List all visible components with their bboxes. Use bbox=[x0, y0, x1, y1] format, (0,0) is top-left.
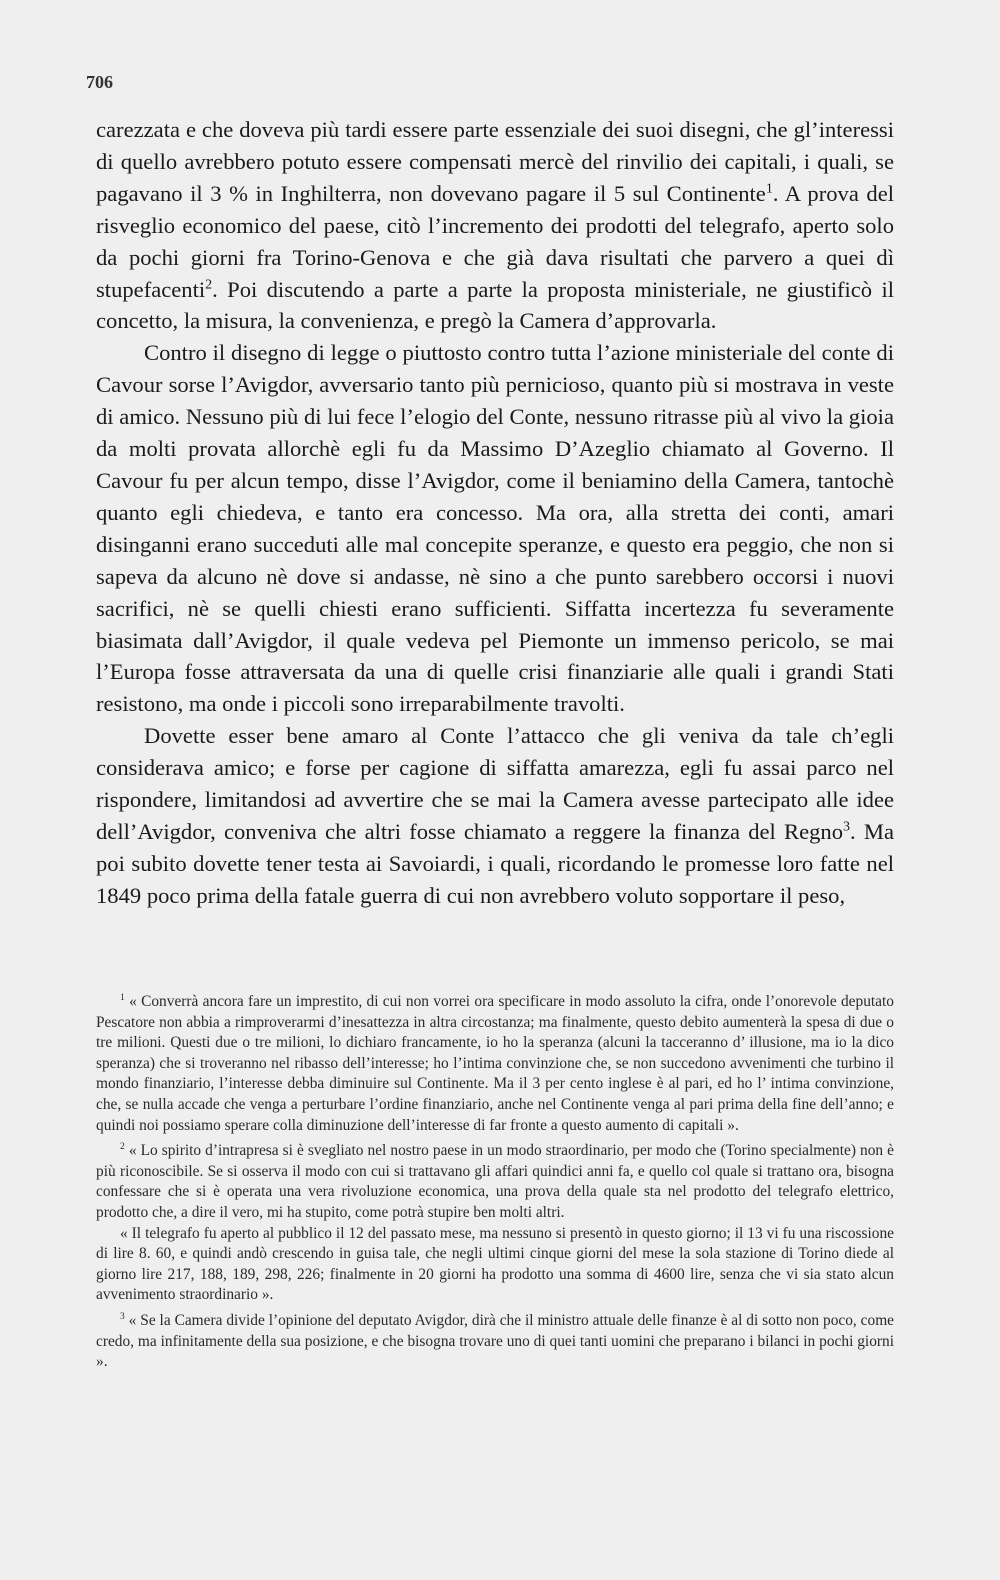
text-run: . A prova del risveglio economico del paese, citò l’incremento dei prodotti del telegrafo, aperto solo da pochi giorni fra Torino-Genova e che già dava risultati che parvero a quei dì stupefacenti bbox=[96, 180, 895, 302]
footnote bbox=[96, 1224, 894, 1306]
paragraph bbox=[96, 337, 894, 720]
footnote-marker: 1 bbox=[765, 181, 773, 197]
text-run: « Lo spirito d’intrapresa si è svegliato nel nostro paese in un modo straordinario, per modo che (Torino specialmente) non è più riconoscibile. Se si osserva il modo con cui si trattavano gli affari quindici anni fa, e quello col quale si trattano ora, bisogna confessare che si è operata una vera rivoluzione economica, una prova della quale sta nel prodotto del telegrafo elettrico, prodotto che, a dire il vero, mi ha stupito, come potrà stupire ben molti altri. bbox=[96, 1142, 894, 1221]
footnote bbox=[96, 1141, 894, 1223]
text-run: Dovette esser bene amaro al Conte l’attacco che gli veniva da tale ch’egli considerava amico; e forse per cagione di siffatta amarezza, egli fu assai parco nel rispondere, limitandosi ad avvertire che se mai la Camera avesse partecipato alle idee dell’Avigdor, conveniva che altri fosse chiamato a reggere la finanza del Regno bbox=[96, 723, 894, 844]
paragraph bbox=[96, 114, 894, 337]
footnote-marker: 2 bbox=[120, 1141, 125, 1153]
footnote bbox=[96, 992, 894, 1136]
text-run: . Poi discutendo a parte a parte la proposta ministeriale, ne giustificò il concetto, la misura, la convenienza, e pregò la Camera d’approvarla. bbox=[96, 276, 894, 334]
paragraph bbox=[96, 720, 894, 911]
footnote-marker: 3 bbox=[120, 1310, 125, 1322]
footnote-marker: 1 bbox=[120, 991, 125, 1003]
text-run: « Se la Camera divide l’opinione del deputato Avigdor, dirà che il ministro attuale delle finanze è al di sotto non poco, come credo, ma infinitamente della sua posizione, e che bisogna trovare uno di quei tanti uomini che preparano i bilanci in pochi giorni ». bbox=[96, 1311, 894, 1371]
footnote bbox=[96, 1311, 894, 1373]
footnotes bbox=[96, 992, 894, 1378]
text-run: carezzata e che doveva più tardi essere parte essenziale dei suoi disegni, che gl’interessi di quello avrebbero potuto essere compensati mercè del rinvilio dei capitali, i quali, se pagavano il 3 % in Inghilterra, non dovevano pagare il 5 sul Continente bbox=[96, 117, 894, 206]
footnote-marker: 2 bbox=[205, 277, 213, 292]
text-run: . Ma poi subito dovette tener testa ai Savoiardi, i quali, ricordando le promesse loro fatte nel 1849 poco prima della fatale guerra di cui non avrebbero voluto sopportare il peso, bbox=[96, 818, 894, 908]
page-number: 706 bbox=[86, 72, 113, 92]
footnote-marker: 3 bbox=[843, 819, 851, 835]
text-run: « Converrà ancora fare un imprestito, di cui non vorrei ora specificare in modo assoluto la cifra, onde l’onorevole deputato Pescatore non abbia a rimproverarmi d’inesattezza in altra circostanza; ma finalmente, questo debito aumenterà la spesa di due o tre milioni. Questi due o tre milioni, lo dichiaro francamente, io ho la speranza (alcuni la tacceranno d’ illusione, ma io la dico speranza) che si troveranno nel ribasso dell’interesse; ho l’intima convinzione che, se non succedono avvenimenti che turbino il mondo finanziario, l’interesse debba diminuire sul Continente. Ma il 3 per cento inglese è al pari, ed ho l’ intima convinzione, che, se nulla accade che venga a perturbare l’ordine finanziario, anche nel Continente venga al pari prima della fine dell’anno; e quindi noi possiamo sperare colla diminuzione dell’interesse di far fronte a questo aumento di capitali ». bbox=[96, 993, 894, 1134]
text-run: « Il telegrafo fu aperto al pubblico il 12 del passato mese, ma nessuno si presentò in questo giorno; il 13 vi fu una riscossione di lire 8. 60, e quindi andò crescendo in guisa tale, che negli ultimi cinque giorni del mese la sola stazione di Torino diede al giorno lire 217, 188, 189, 298, 226; finalmente in 20 giorni ha prodotto una somma di 4600 lire, senza che vi sia stato alcun avvenimento straordinario ». bbox=[96, 1224, 894, 1304]
main-text bbox=[96, 114, 894, 912]
text-run: Contro il disegno di legge o piuttosto contro tutta l’azione ministeriale del conte di Cavour sorse l’Avigdor, avversario tanto più pernicioso, quanto più si mostrava in veste di amico. Nessuno più di lui fece l’elogio del Conte, nessuno ritrasse più al vivo la gioia da molti provata allorchè egli fu da Massimo D’Azeglio chiamato al Governo. Il Cavour fu per alcun tempo, disse l’Avigdor, come il beniamino della Camera, tantochè quanto egli chiedeva, e tanto era concesso. Ma ora, alla stretta dei conti, amari disinganni erano succeduti alle mal concepite speranze, e questo era peggio, che non si sapeva da alcuno nè dove si andasse, nè sino a che punto sarebbero occorsi i nuovi sacrifici, nè se quelli chiesti erano sufficienti. Siffatta incertezza fu severamente biasimata dall’Avigdor, il quale vedeva pel Piemonte un immenso pericolo, se mai l’Europa fosse attraversata da una di quelle crisi finanziarie alle quali i grandi Stati resistono, ma onde i piccoli sono irreparabilmente travolti. bbox=[96, 340, 894, 717]
